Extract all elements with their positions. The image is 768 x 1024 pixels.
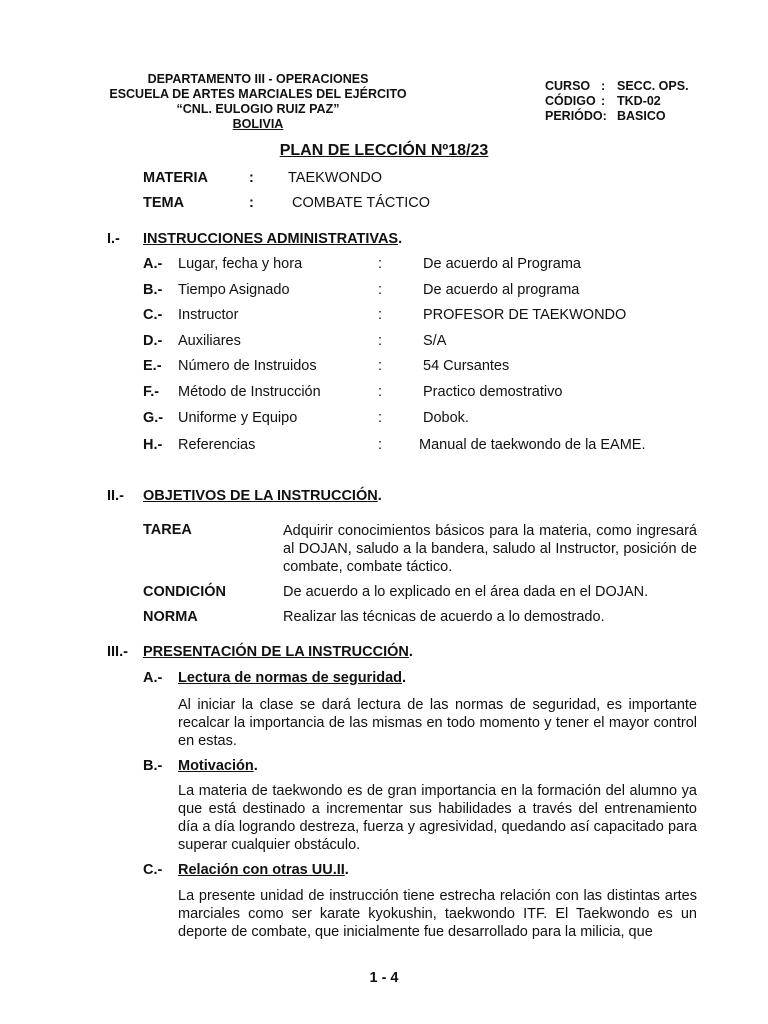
item-letter: A.- xyxy=(143,256,163,272)
item-label: Referencias xyxy=(178,437,256,453)
item-letter: C.- xyxy=(143,307,163,323)
page-title: PLAN DE LECCIÓN Nº18/23 xyxy=(279,142,489,159)
item-letter: F.- xyxy=(143,384,160,400)
materia-label: MATERIA xyxy=(143,170,208,186)
section-heading: PRESENTACIÓN DE LA INSTRUCCIÓN. xyxy=(143,644,413,660)
condicion-text: De acuerdo a lo explicado en el área dada en el DOJAN. xyxy=(283,584,649,600)
item-letter: E.- xyxy=(143,358,162,374)
section-title: PRESENTACIÓN DE LA INSTRUCCIÓN xyxy=(143,644,409,660)
subsection-title: Lectura de normas de seguridad xyxy=(178,670,403,686)
subsection-heading: Lectura de normas de seguridad. xyxy=(178,670,407,686)
subsection-letter: C.- xyxy=(143,862,163,878)
relacion-paragraph: La presente unidad de instrucción tiene estrecha relación con las distintas artes marciales como ser karate kyokushin, taekwondo ITF. El Taekwondo es un deporte de combate, que inicialmente fue desarrollado para la milicia, que xyxy=(178,888,697,940)
norma-label: NORMA xyxy=(143,609,198,625)
item-label: Lugar, fecha y hora xyxy=(178,256,303,272)
item-value: Practico demostrativo xyxy=(423,384,563,400)
institution-header xyxy=(100,72,416,132)
materia-value: TAEKWONDO xyxy=(288,170,382,186)
subsection-title: Motivación xyxy=(178,758,254,774)
colon: : xyxy=(378,333,383,349)
colon: : xyxy=(378,358,383,374)
section-heading: OBJETIVOS DE LA INSTRUCCIÓN. xyxy=(143,488,382,504)
subsection-letter: A.- xyxy=(143,670,163,686)
item-value: Dobok. xyxy=(423,410,469,426)
item-value: PROFESOR DE TAEKWONDO xyxy=(423,307,627,323)
colon: : xyxy=(378,384,383,400)
codigo-value: TKD-02 xyxy=(617,94,661,108)
section-heading: INSTRUCCIONES ADMINISTRATIVAS. xyxy=(143,231,403,247)
item-letter: B.- xyxy=(143,282,163,298)
colon: : xyxy=(601,79,606,93)
item-label: Auxiliares xyxy=(178,333,241,349)
item-letter: G.- xyxy=(143,410,164,426)
periodo-value: BASICO xyxy=(617,109,666,123)
colon: : xyxy=(378,256,383,272)
subsection-heading: Motivación. xyxy=(178,758,258,774)
norma-text: Realizar las técnicas de acuerdo a lo demostrado. xyxy=(283,609,605,625)
school-name-line: “CNL. EULOGIO RUIZ PAZ” xyxy=(176,102,340,116)
seguridad-paragraph: Al iniciar la clase se dará lectura de las normas de seguridad, es importante recalcar la importancia de las mismas en todo momento y tener el mayor control en estas. xyxy=(178,697,697,749)
section-title: INSTRUCCIONES ADMINISTRATIVAS xyxy=(143,231,399,247)
colon: : xyxy=(378,282,383,298)
school-line: ESCUELA DE ARTES MARCIALES DEL EJÉRCITO xyxy=(109,87,407,101)
item-value: De acuerdo al programa xyxy=(423,282,580,298)
condicion-label: CONDICIÓN xyxy=(143,584,226,600)
item-letter: H.- xyxy=(143,437,163,453)
subsection-title: Relación con otras UU.II xyxy=(178,862,345,878)
item-value: De acuerdo al Programa xyxy=(423,256,581,272)
country-line: BOLIVIA xyxy=(232,117,284,131)
codigo-label: CÓDIGO xyxy=(545,94,596,108)
item-value: S/A xyxy=(423,333,447,349)
colon: : xyxy=(601,94,606,108)
section-number: III.- xyxy=(107,644,128,660)
subsection-heading: Relación con otras UU.II. xyxy=(178,862,349,878)
tema-value: COMBATE TÁCTICO xyxy=(292,195,431,211)
curso-label: CURSO xyxy=(545,79,591,93)
colon: : xyxy=(378,307,383,323)
colon: : xyxy=(378,437,383,453)
course-info xyxy=(545,79,689,124)
item-label: Tiempo Asignado xyxy=(178,282,290,298)
colon: : xyxy=(249,170,254,186)
tarea-text: Adquirir conocimientos básicos para la materia, como ingresará al DOJAN, saludo a la bandera, saludo al Instructor, posición de combate, combate táctico. xyxy=(283,523,697,575)
item-value: Manual de taekwondo de la EAME. xyxy=(419,437,646,453)
section-number: II.- xyxy=(107,488,124,504)
tarea-label: TAREA xyxy=(143,522,192,538)
periodo-label: PERIÓDO: xyxy=(545,109,607,123)
page-number: 1 - 4 xyxy=(369,970,399,986)
section-title: OBJETIVOS DE LA INSTRUCCIÓN xyxy=(143,488,378,504)
item-label: Método de Instrucción xyxy=(178,384,321,400)
item-label: Número de Instruidos xyxy=(178,358,317,374)
tema-label: TEMA xyxy=(143,195,185,211)
item-label: Instructor xyxy=(178,307,239,323)
subsection-letter: B.- xyxy=(143,758,163,774)
curso-value: SECC. OPS. xyxy=(617,79,689,93)
section-number: I.- xyxy=(107,231,120,247)
item-label: Uniforme y Equipo xyxy=(178,410,298,426)
motivacion-paragraph: La materia de taekwondo es de gran importancia en la formación del alumno ya que está destinado a incrementar sus habilidades a través del entrenamiento día a día logrando destreza, fuerza y agresividad, quedando así capacitado para superar cualquier obstáculo. xyxy=(178,783,697,853)
item-letter: D.- xyxy=(143,333,163,349)
colon: : xyxy=(249,195,254,211)
department-line: DEPARTAMENTO III - OPERACIONES xyxy=(147,72,369,86)
colon: : xyxy=(378,410,383,426)
item-value: 54 Cursantes xyxy=(423,358,510,374)
